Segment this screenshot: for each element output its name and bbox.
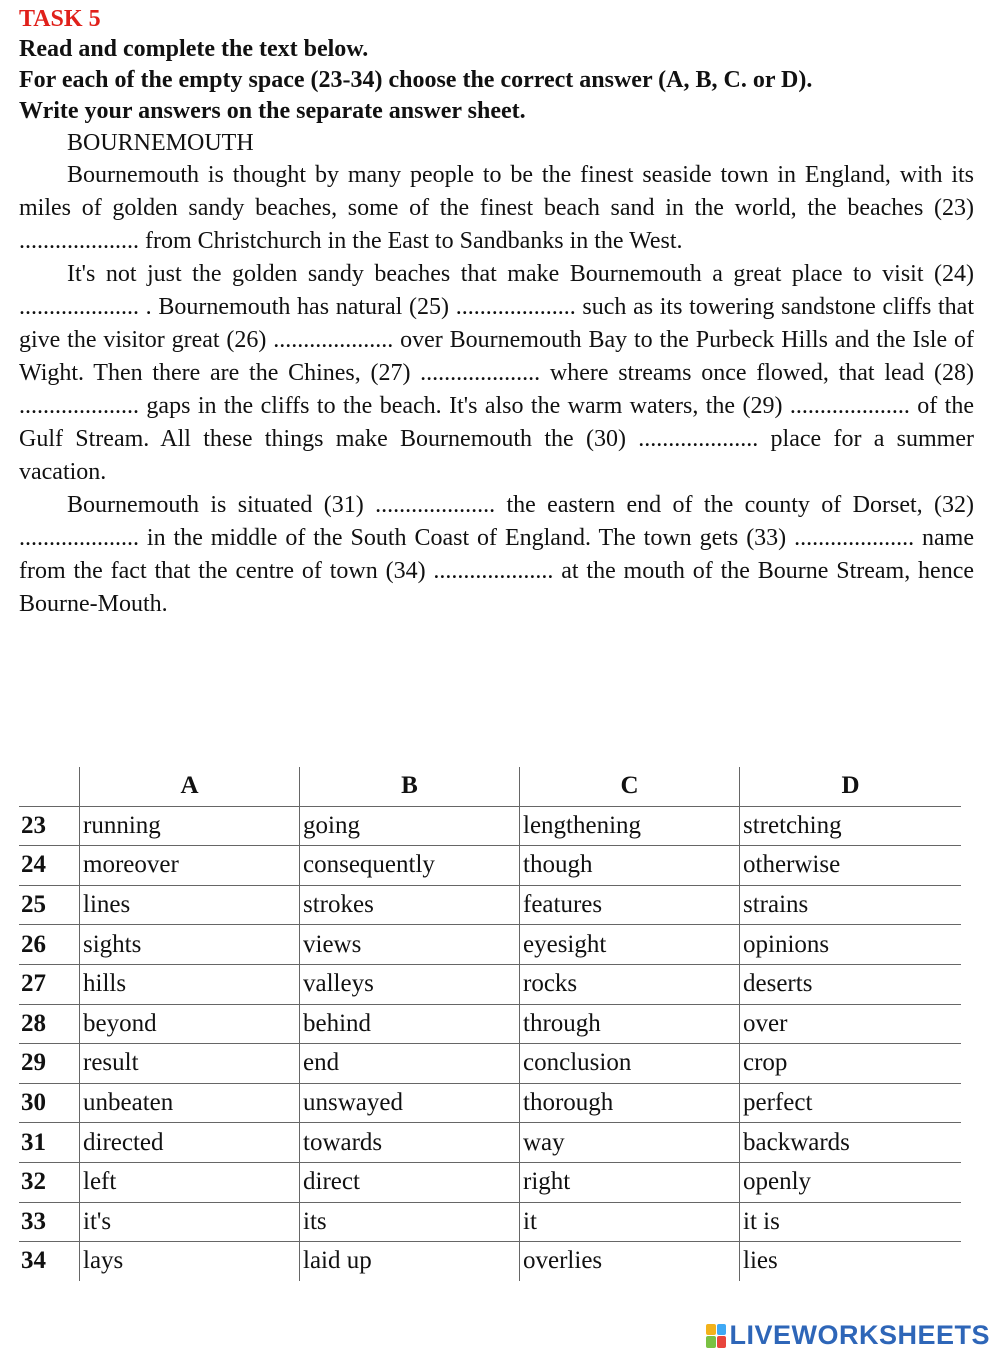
option-a: lines (80, 885, 300, 925)
header-c: C (520, 767, 740, 806)
table-row (19, 1123, 961, 1163)
option-b: its (300, 1202, 520, 1242)
passage-heading: BOURNEMOUTH (67, 130, 254, 156)
table-row (19, 806, 961, 846)
option-d: crop (740, 1044, 962, 1084)
row-number: 24 (19, 846, 80, 886)
option-c: overlies (520, 1242, 740, 1281)
instruction-line-1: Read and complete the text below. (19, 36, 369, 62)
option-b: unswayed (300, 1083, 520, 1123)
table-row (19, 1162, 961, 1202)
option-b: behind (300, 1004, 520, 1044)
option-d: strains (740, 885, 962, 925)
row-number: 33 (19, 1202, 80, 1242)
option-c: eyesight (520, 925, 740, 965)
table-row (19, 964, 961, 1004)
row-number: 34 (21, 1247, 46, 1275)
option-d: perfect (740, 1083, 962, 1123)
task-title: TASK 5 (19, 6, 101, 32)
option-c: way (520, 1123, 740, 1163)
option-a: unbeaten (80, 1083, 300, 1123)
passage-paragraph-1: Bournemouth is thought by many people to be the finest seaside town in England, with its miles of golden sandy beaches, some of the finest beach sand in the world, the beaches (23) .................... from Christchurch in the East to Sandbanks in the West. (19, 162, 974, 254)
option-a: moreover (80, 846, 300, 886)
table-row (19, 925, 961, 965)
option-c: thorough (520, 1083, 740, 1123)
row-number: 25 (19, 885, 80, 925)
option-c: through (520, 1004, 740, 1044)
logo-text: LIVEWORKSHEETS (729, 1320, 990, 1350)
table-row (19, 1083, 961, 1123)
logo-square-2 (717, 1324, 727, 1336)
option-d: stretching (740, 806, 962, 846)
option-b: valleys (300, 964, 520, 1004)
option-c: though (520, 846, 740, 886)
table-row (19, 1202, 961, 1242)
option-b: laid up (300, 1242, 520, 1281)
row-number: 29 (19, 1044, 80, 1084)
option-c: it (520, 1202, 740, 1242)
option-a: result (80, 1044, 300, 1084)
row-number: 27 (19, 964, 80, 1004)
row-number: 23 (19, 806, 80, 846)
passage (19, 127, 974, 621)
option-b: views (300, 925, 520, 965)
liveworksheets-logo-icon (706, 1324, 726, 1348)
row-number: 26 (19, 925, 80, 965)
instruction-line-2: For each of the empty space (23-34) choose the correct answer (A, B, C. or D). (19, 67, 813, 93)
row-number: 32 (19, 1162, 80, 1202)
option-b: consequently (300, 846, 520, 886)
option-d: otherwise (740, 846, 962, 886)
header-b: B (300, 767, 520, 806)
passage-paragraph-3: Bournemouth is situated (31) .................... the eastern end of the county of Dorset, (32) .................... in the middle of the South Coast of England. The town gets (33) .................... name from the fact that the centre of town (34) .................... at the mouth of the Bourne Stream, hence Bourne-Mouth. (19, 492, 974, 617)
option-c: lengthening (520, 806, 740, 846)
table-row (19, 885, 961, 925)
logo-square-3 (706, 1336, 716, 1348)
header-a: A (80, 767, 300, 806)
option-b: direct (300, 1162, 520, 1202)
row-number: 31 (19, 1123, 80, 1163)
row-number: 30 (19, 1083, 80, 1123)
option-a: directed (80, 1123, 300, 1163)
option-d: openly (740, 1162, 962, 1202)
option-c: conclusion (520, 1044, 740, 1084)
header-d: D (740, 767, 962, 806)
option-a: beyond (80, 1004, 300, 1044)
option-b: strokes (300, 885, 520, 925)
worksheet (19, 0, 974, 621)
options-table-body (19, 806, 961, 1281)
option-c: right (520, 1162, 740, 1202)
passage-paragraph-2: It's not just the golden sandy beaches that make Bournemouth a great place to visit (24) .................... . Bournemouth has natural (25) .................... such as its towering sandstone cliffs that give the visitor great (26) .................... over Bournemouth Bay to the Purbeck Hills and the Isle of Wight. Then there are the Chines, (27) .................... where streams once flowed, that lead (28) .................... gaps in the cliffs to the beach. It's also the warm waters, the (29) .................... of the Gulf Stream. All these things make Bournemouth the (30) .................... place for a summer vacation. (19, 261, 974, 485)
logo-square-4 (717, 1336, 727, 1348)
option-b: end (300, 1044, 520, 1084)
logo-square-1 (706, 1324, 716, 1336)
instruction-line-3: Write your answers on the separate answer sheet. (19, 98, 526, 124)
table-row (19, 1242, 961, 1281)
option-d: opinions (740, 925, 962, 965)
options-table (19, 767, 961, 1281)
option-d: it is (740, 1202, 962, 1242)
option-a: hills (80, 964, 300, 1004)
option-a: lays (80, 1242, 300, 1281)
option-a: it's (80, 1202, 300, 1242)
option-b: going (300, 806, 520, 846)
option-d: lies (740, 1242, 962, 1281)
option-a: left (80, 1162, 300, 1202)
option-d: backwards (740, 1123, 962, 1163)
table-row (19, 1004, 961, 1044)
option-c: rocks (520, 964, 740, 1004)
table-row (19, 846, 961, 886)
option-a: running (80, 806, 300, 846)
row-number: 28 (19, 1004, 80, 1044)
option-b: towards (300, 1123, 520, 1163)
options-header-row (19, 767, 961, 806)
option-a: sights (80, 925, 300, 965)
table-row (19, 1044, 961, 1084)
liveworksheets-logo (706, 1320, 990, 1351)
option-c: features (520, 885, 740, 925)
option-d: over (740, 1004, 962, 1044)
option-d: deserts (740, 964, 962, 1004)
header-number-cell (19, 767, 80, 806)
